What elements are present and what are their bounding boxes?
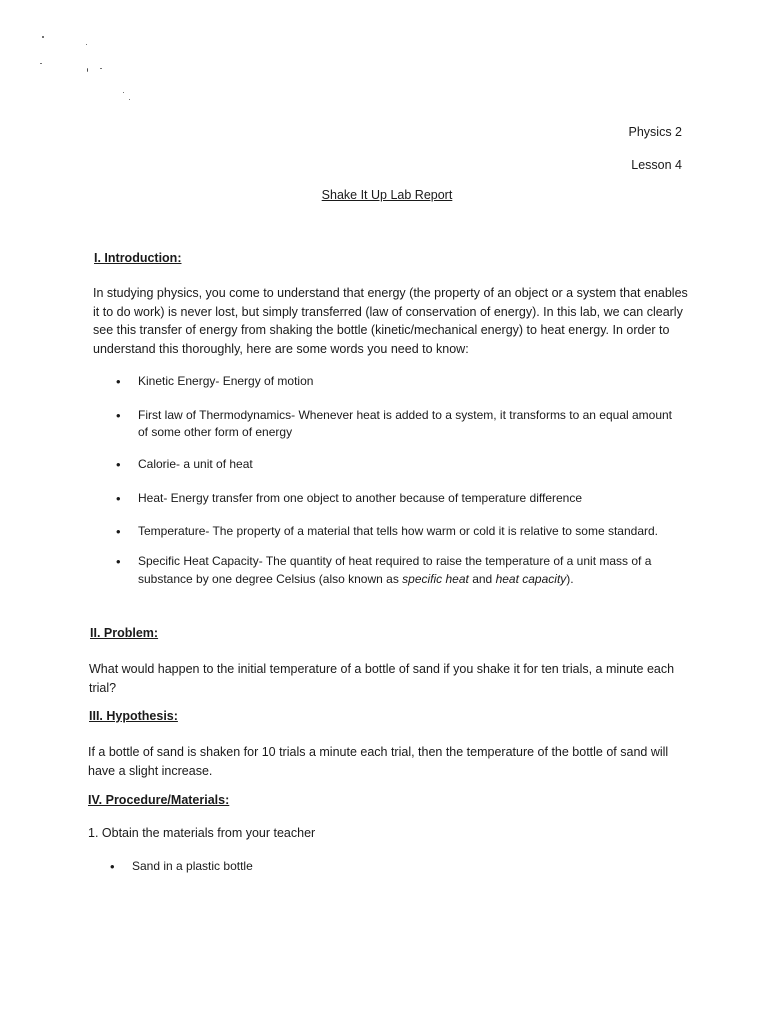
procedure-step-1: 1. Obtain the materials from your teacher <box>88 826 316 840</box>
problem-text: What would happen to the initial temperature of a bottle of sand if you shake it for ten trials, a minute each trial? <box>89 662 675 695</box>
scan-speck <box>42 36 44 38</box>
definition-first-law: • First law of Thermodynamics- Whenever heat is added to a system, it transforms to an equal amount of some other form of energy <box>116 407 676 442</box>
hypothesis-heading: III. Hypothesis: <box>89 709 178 723</box>
definition-temperature: • Temperature- The property of a material that tells how warm or cold it is relative to some standard. <box>116 523 676 541</box>
scan-speck <box>87 68 88 72</box>
introduction-paragraph: In studying physics, you come to understand that energy (the property of an object or a system that enables it to do work) is never lost, but simply transferred (law of conservation of energy). In this lab, we can clearly see this transfer of energy from shaking the bottle (kinetic/mechanical energy) to heat energy. In order to understand this thoroughly, here are some words you need to know: <box>93 286 688 356</box>
introduction-heading: I. Introduction: <box>94 251 182 265</box>
definition-calorie: • Calorie- a unit of heat <box>116 456 676 474</box>
definition-specific-heat-text: Specific Heat Capacity- The quantity of heat required to raise the temperature of a unit mass of a substance by one degree Celsius (also known as specific heat and heat capacity). <box>138 554 652 586</box>
material-item: • Sand in a plastic bottle <box>110 858 510 876</box>
italic-term: heat capacity <box>495 571 567 586</box>
problem-heading: II. Problem: <box>90 626 159 640</box>
report-title: Shake It Up Lab Report <box>321 188 453 202</box>
lesson-label: Lesson 4 <box>631 158 682 172</box>
italic-term: specific heat <box>402 571 469 586</box>
definitions-list <box>116 373 676 588</box>
definition-heat: • Heat- Energy transfer from one object to another because of temperature difference <box>116 490 676 508</box>
definition-specific-heat <box>116 553 676 588</box>
course-label: Physics 2 <box>628 125 682 139</box>
materials-list <box>110 858 510 876</box>
scan-speck <box>129 99 130 100</box>
scan-speck <box>100 68 102 69</box>
scan-speck <box>123 92 124 93</box>
procedure-heading: IV. Procedure/Materials: <box>88 793 230 807</box>
scan-speck <box>40 63 42 64</box>
definition-kinetic-energy: • Kinetic Energy- Energy of motion <box>116 373 676 391</box>
scan-speck <box>86 44 87 45</box>
hypothesis-text: If a bottle of sand is shaken for 10 trials a minute each trial, then the temperature of the bottle of sand will have a slight increase. <box>88 745 669 778</box>
